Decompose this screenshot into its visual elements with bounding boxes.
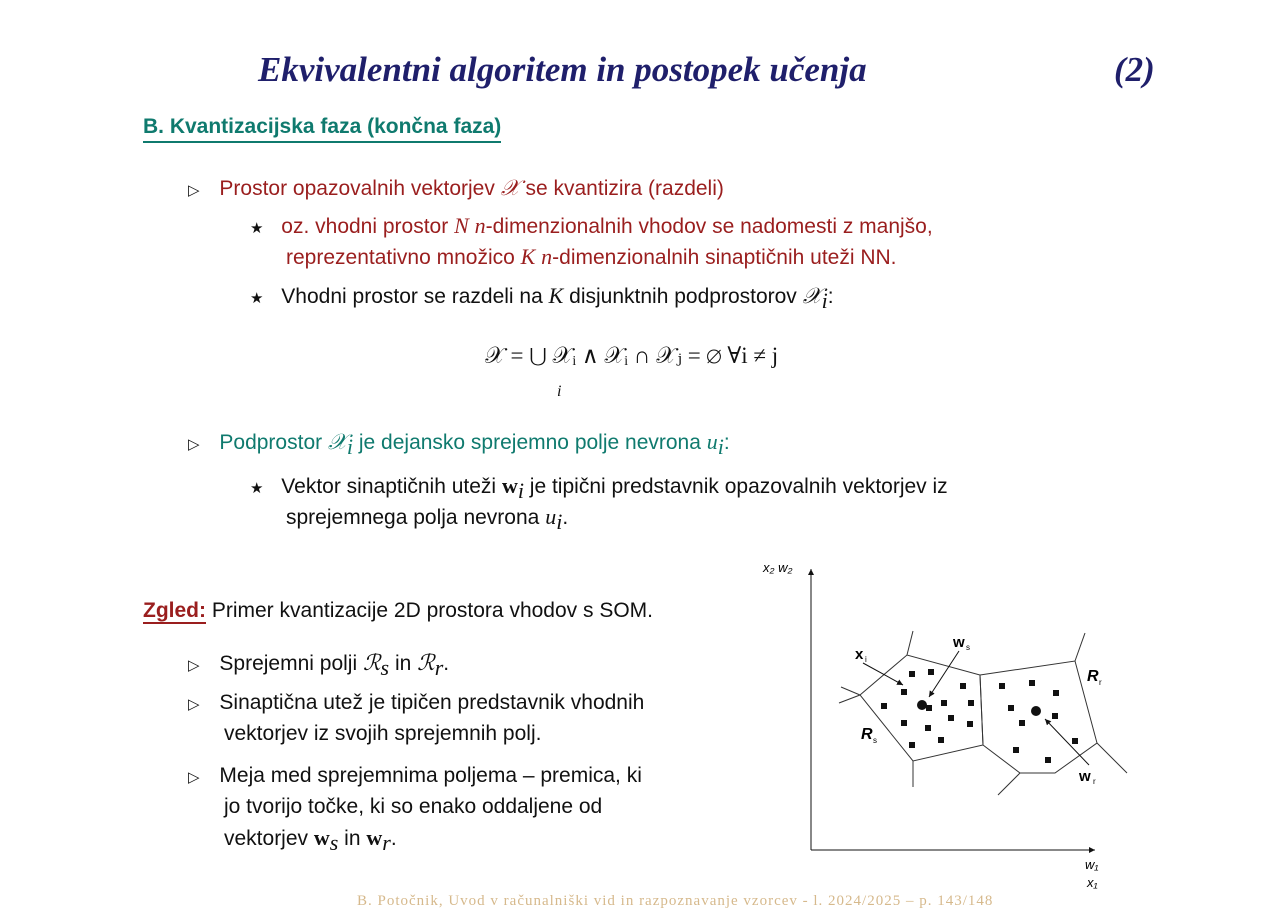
math-symbol: 𝒳 (500, 175, 520, 200)
math-sub: s (329, 830, 339, 856)
footer: B. Potočnik, Uvod v računalniški vid in razpoznavanje vzorcev - l. 2024/2025 – p. 143/148 (357, 893, 994, 909)
item-text: Sprejemni polji (219, 652, 358, 675)
item-text-mid: in (344, 827, 361, 850)
example-text: Primer kvantizacije 2D prostora vhodov s SOM. (211, 599, 653, 622)
example-heading (143, 595, 653, 626)
label-wr: w (1079, 768, 1091, 785)
bullet-1-sub-2 (250, 280, 834, 316)
label-rr: R (1087, 668, 1099, 685)
item-text: vektorjev (224, 827, 309, 850)
sub-text: Vektor sinaptičnih uteži (281, 475, 497, 498)
math-X: 𝒳 (327, 429, 347, 454)
sub-text: Vhodni prostor se razdeli na (281, 285, 543, 308)
star-bullet-icon: ★ (250, 220, 264, 237)
slide-number: (2) (1114, 50, 1155, 89)
sub-text-post: -dimenzionalnih vhodov se nadomesti z manjšo, (485, 215, 933, 238)
triangle-bullet-icon: ▷ (188, 657, 200, 674)
weight-wr-point (1031, 706, 1041, 716)
math-sub: r (434, 655, 444, 681)
label-xi-sub: i (865, 655, 867, 664)
star-bullet-icon: ★ (250, 480, 264, 497)
item-text-mid: in (394, 652, 412, 675)
math-w: w (366, 825, 383, 850)
example-label: Zgled: (143, 599, 206, 622)
item-text-post: . (390, 827, 397, 850)
example-item-1 (188, 647, 449, 683)
math-X: 𝒳 (802, 283, 822, 308)
math-sub: i (517, 478, 524, 504)
sub-text-post: je tipični predstavnik opazovalnih vektorjev iz (529, 475, 948, 498)
math-K: K (548, 283, 564, 308)
label-rr-sub: r (1099, 678, 1102, 687)
bullet-2-text: Podprostor (219, 431, 323, 454)
x-axis-label-w: w₁ (1085, 857, 1099, 872)
math-u: u (545, 504, 557, 529)
y-axis-label: x₂ w₂ (763, 560, 793, 575)
boundary-line (907, 631, 913, 655)
bullet-1 (188, 172, 724, 206)
sub-text: reprezentativno množico (286, 246, 515, 269)
boundary-line (839, 695, 860, 703)
triangle-bullet-icon: ▷ (188, 436, 200, 453)
math-sub: i (717, 434, 724, 460)
boundary-line (1097, 743, 1127, 773)
math-n: n (541, 244, 553, 269)
math-R: ℛ (417, 650, 435, 675)
math-w: w (313, 825, 330, 850)
math-R: ℛ (362, 650, 381, 675)
math-sub: i (556, 509, 563, 535)
math-sub: r (382, 830, 391, 856)
label-ws-sub: s (966, 643, 970, 652)
bullet-2-text-mid: je dejansko sprejemno polje nevrona (358, 431, 701, 454)
label-wr-sub: r (1093, 777, 1096, 786)
formula-subscript: i (557, 383, 562, 400)
bullet-1-sub-1-line-2 (286, 241, 897, 273)
math-sub: i (821, 288, 828, 314)
item-text: Sinaptična utež je tipičen predstavnik vhodnih (219, 691, 645, 714)
sub-text-post: : (827, 285, 834, 308)
sub-text: oz. vhodni prostor (281, 215, 449, 238)
sub-text-post: -dimenzionalnih sinaptičnih uteži NN. (552, 246, 897, 269)
math-sub: i (346, 434, 354, 460)
label-ws: w (953, 634, 965, 651)
label-rs-sub: s (873, 736, 877, 745)
math-w: w (501, 473, 518, 498)
bullet-2-text-post: : (723, 431, 730, 454)
item-text: Meja med sprejemnima poljema – premica, ki (219, 764, 642, 787)
label-rs: R (861, 726, 873, 743)
formula: 𝒳 = ⋃ 𝒳ᵢ ∧ 𝒳ᵢ ∩ 𝒳ⱼ = ∅ ∀i ≠ j (485, 343, 779, 368)
arrow-xi (863, 663, 903, 685)
quantization-figure (755, 555, 1145, 895)
example-item-2 (188, 687, 644, 720)
item-text-post: . (443, 652, 450, 675)
section-heading: B. Kvantizacijska faza (končna faza) (143, 115, 501, 143)
triangle-bullet-icon: ▷ (188, 182, 200, 199)
bullet-1-text-post: se kvantizira (razdeli) (525, 177, 724, 200)
input-points-rr (999, 680, 1078, 763)
weight-ws-point (917, 700, 927, 710)
triangle-bullet-icon: ▷ (188, 769, 200, 786)
boundary-line (1075, 633, 1085, 661)
slide-title: Ekvivalentni algoritem in postopek učenja (258, 50, 867, 89)
bullet-2 (188, 426, 730, 462)
math-n: n (474, 213, 486, 238)
triangle-bullet-icon: ▷ (188, 696, 200, 713)
sub-text-mid: disjunktnih podprostorov (569, 285, 797, 308)
boundary-line (841, 687, 860, 695)
math-sub: s (380, 655, 390, 681)
region-rr (980, 661, 1097, 773)
bullet-2-sub-1-line-2 (286, 501, 568, 537)
arrow-wr (1045, 719, 1089, 765)
x-axis-label-x: x₁ (1087, 875, 1098, 890)
example-item-2-line-2: vektorjev iz svojih sprejemnih polj. (224, 722, 542, 745)
bullet-1-sub-1 (250, 210, 933, 244)
sub-text: sprejemnega polja nevrona (286, 506, 540, 529)
math-N: N (454, 213, 469, 238)
math-u: u (706, 429, 718, 454)
example-item-3-line-2: jo tvorijo točke, ki so enako oddaljene od (224, 795, 603, 818)
bullet-1-text: Prostor opazovalnih vektorjev (219, 177, 495, 200)
math-K: K (520, 244, 536, 269)
star-bullet-icon: ★ (250, 290, 264, 307)
example-item-3 (188, 760, 642, 793)
sub-text-post: . (562, 506, 569, 529)
example-item-3-line-3 (224, 822, 397, 858)
boundary-line (998, 773, 1020, 795)
label-xi: x (855, 646, 864, 663)
